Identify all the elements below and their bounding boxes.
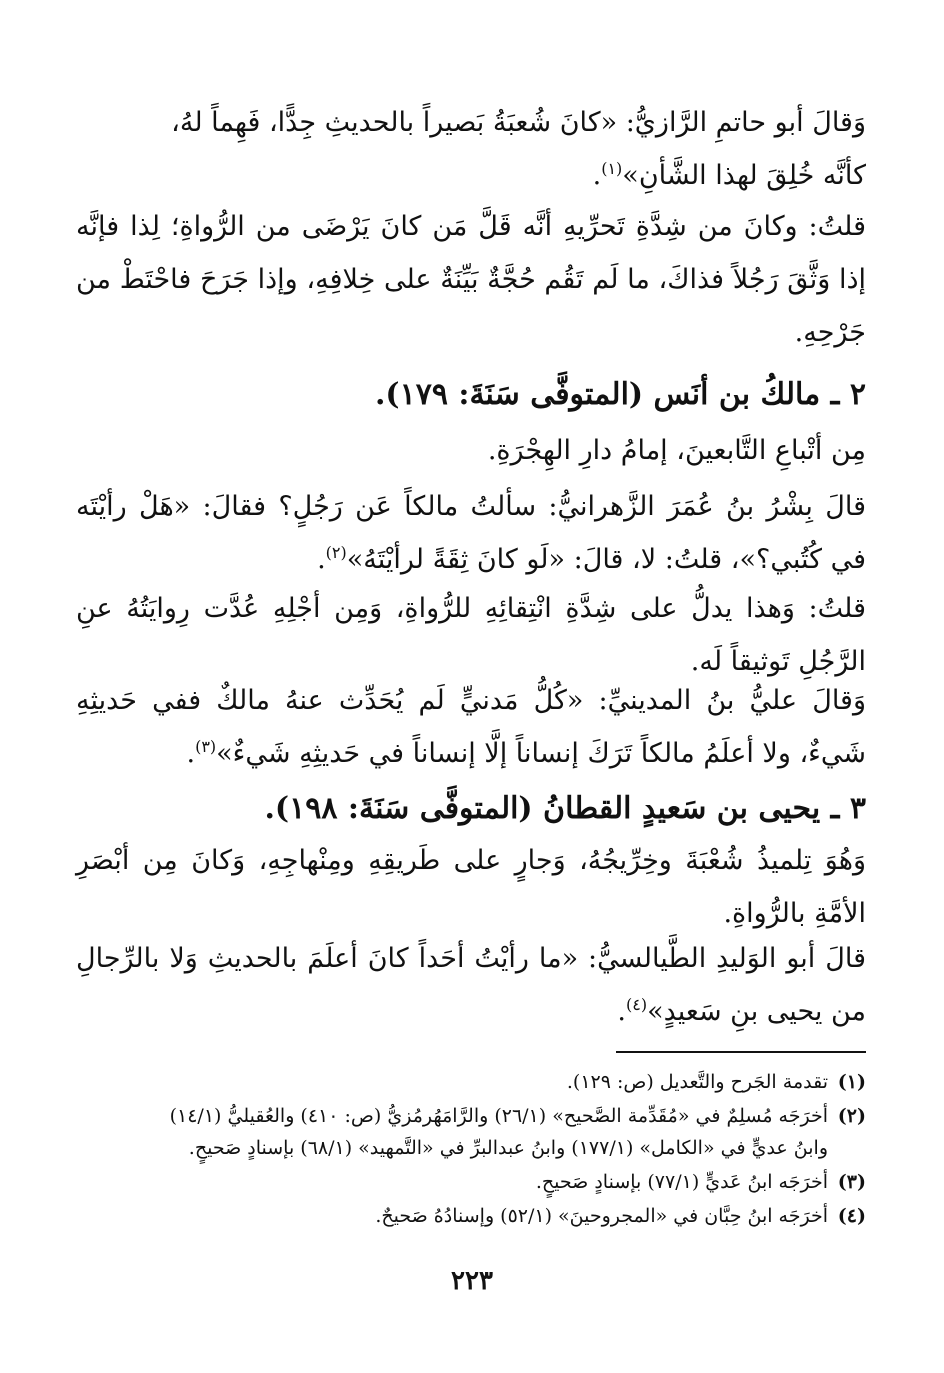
paragraph-yahya-intro: وَهُوَ تِلميذُ شُعْبَةَ وخِرِّيجُهُ، وَجارٍ على طَريقِهِ ومِنْهاجِهِ، وَكانَ مِن أبْصَرِ الأمَّةِ بالرُّواةِ. <box>76 845 866 929</box>
footnote-4 <box>76 1200 866 1232</box>
section-heading-malik: ٢ ـ مالكُ بن أنَس (المتوفَّى سَنَةَ: ١٧٩). <box>374 377 866 412</box>
paragraph-tayalisi-quote: قالَ أبو الوَليدِ الطَّيالسيُّ: «ما رأيْتُ أحَداً كانَ أعلَمَ بالحديثِ وَلا بالرِّجالِ من يحيى بنِ سَعيدٍ»$^{(٤)}$. <box>76 943 866 1027</box>
footnote-number: (١) <box>837 1071 866 1093</box>
section-heading-yahya: ٣ ـ يحيى بن سَعيدٍ القطانُ (المتوفَّى سَنَةَ: ١٩٨). <box>264 791 866 826</box>
footnote-3 <box>76 1166 866 1198</box>
paragraph-malik-comment: قلتُ: وَهذا يدلُّ على شِدَّةِ انْتِقائِهِ للرُّواةِ، وَمِن أجْلِهِ عُدَّت رِوايَتُهُ عنِ الرَّجُلِ تَوثيقاً لَه. <box>76 593 866 677</box>
footnote-ref: (٣) <box>195 737 217 756</box>
footnote-text: أخرَجَه مُسلِمٌ في «مُقَدِّمة الصَّحيح» (٢٦/١) والرَّامَهُرمُزيُّ (ص: ٤١٠) والعُقيليُّ (١٤/١) <box>169 1105 828 1127</box>
footnote-text: أخرَجَه ابنُ عَديٍّ (٧٧/١) بإسنادٍ صَحيحٍ. <box>535 1171 828 1193</box>
footnote-ref: (١) <box>601 159 623 178</box>
footnote-number: (٢) <box>837 1105 866 1127</box>
footnote-number: (٣) <box>837 1171 866 1193</box>
footnote-2 <box>76 1100 866 1164</box>
paragraph-line: وَقالَ أبو حاتمِ الرَّازيُّ: «كانَ شُعبَةُ بَصيراً بالحديثِ جِدًّا، فَهِماً لهُ، <box>171 107 866 138</box>
footnote-ref: (٤) <box>625 995 648 1014</box>
quote-text: قالَ بِشْرُ بنُ عُمَرَ الزَّهرانيُّ: سألتُ مالكاً عَن رَجُلٍ؟ فقالَ: «هَلْ رأيْتَه في كُتُبي؟»، قلتُ: لا، قالَ: «لَو كانَ ثِقَةً لرأيْتَهُ» <box>76 491 866 575</box>
quote-text: قالَ أبو الوَليدِ الطَّيالسيُّ: «ما رأيْتُ أحَداً كانَ أعلَمَ بالحديثِ وَلا بالرِّجالِ من يحيى بنِ سَعيدٍ» <box>76 943 866 1027</box>
paragraph-abu-hatim: وَقالَ أبو حاتمِ الرَّازيُّ: «كانَ شُعبَةُ بَصيراً بالحديثِ جِدًّا، فَهِماً لهُ، كأنَّه خُلِقَ لهذا الشَّأنِ»$^{(١)}$. <box>171 107 866 191</box>
paragraph-shuba-comment: قلتُ: وكانَ من شِدَّةِ تَحرِّيهِ أنَّه قَلَّ مَن كانَ يَرْضَى من الرُّواةِ؛ لِذا فإنَّه إذا وَثَّقَ رَجُلاً فذاكَ، ما لَم تَقُم حُجَّةٌ بَيِّنَةٌ على خِلافِهِ، وإذا جَرَحَ فاحْتَطْ من جَرْحِهِ. <box>76 211 866 348</box>
footnote-ref: (٢) <box>325 543 347 562</box>
quote-text: وَقالَ عليُّ بنُ المدينيِّ: «كُلُّ مَدنيٍّ لَم يُحَدِّث عنهُ مالكٌ ففي حَديثِهِ شَيءٌ، ولا أعلَمُ مالكاً تَرَكَ إنساناً إلَّا إنساناً في حَديثِهِ شَيءٌ» <box>76 685 866 769</box>
footnote-continuation: وابنُ عديٍّ في «الكامل» (١٧٧/١) وابنُ عبدالبرِّ في «التَّمهيد» (٦٨/١) بإسنادٍ صَحيحٍ. <box>188 1137 828 1159</box>
paragraph-malik-intro: مِن أتْباعِ التَّابعينَ، إمامُ دارِ الهِجْرَةِ. <box>487 435 866 466</box>
footnote-text: تقدمة الجَرح والتَّعديل (ص: ١٢٩). <box>566 1071 828 1093</box>
paragraph-madini-quote: وَقالَ عليُّ بنُ المدينيِّ: «كُلُّ مَدنيٍّ لَم يُحَدِّث عنهُ مالكٌ ففي حَديثِهِ شَيءٌ، ولا أعلَمُ مالكاً تَرَكَ إنساناً إلَّا إنساناً في حَديثِهِ شَيءٌ»$^{(٣)}$. <box>76 685 866 769</box>
footnote-1 <box>76 1066 866 1098</box>
paragraph-bishr-quote: قالَ بِشْرُ بنُ عُمَرَ الزَّهرانيُّ: سألتُ مالكاً عَن رَجُلٍ؟ فقالَ: «هَلْ رأيْتَه في كُتُبي؟»، قلتُ: لا، قالَ: «لَو كانَ ثِقَةً لرأيْتَهُ»$^{(٢)}$. <box>76 491 866 575</box>
page-number: ٢٢٣ <box>451 1266 493 1296</box>
footnote-number: (٤) <box>837 1205 866 1227</box>
footnote-text: أخرَجَه ابنُ حِبَّان في «المجروحينَ» (٥٢/١) وإسنادُهُ صَحيحٌ. <box>375 1205 828 1227</box>
paragraph-line: كأنَّه خُلِقَ لهذا الشَّأنِ» <box>622 160 866 191</box>
footnote-separator <box>616 1051 866 1053</box>
